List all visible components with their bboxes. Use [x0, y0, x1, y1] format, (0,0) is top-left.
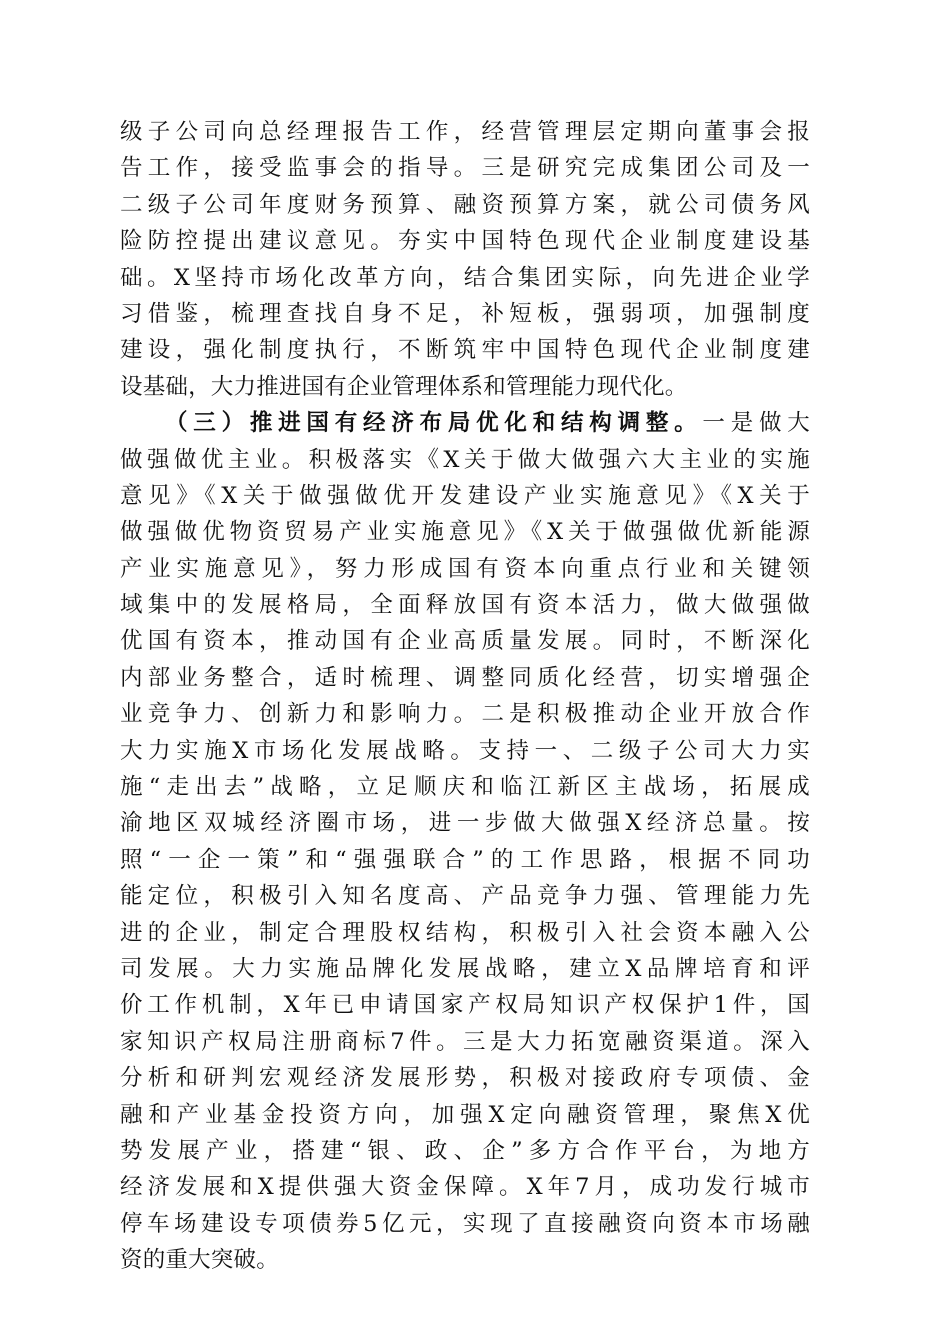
paragraph-line: 告工作，接受监事会的指导。三是研究完成集团公司及一	[120, 155, 810, 182]
document-body	[120, 114, 810, 1279]
paragraph-line: 域集中的发展格局，全面释放国有资本活力，做大做强做	[120, 592, 810, 619]
paragraph-line: 渝地区双城经济圈市场，进一步做大做强X经济总量。按	[120, 810, 810, 837]
paragraph-line: 习借鉴，梳理查找自身不足，补短板，强弱项，加强制度	[120, 300, 810, 327]
paragraph-line: 做强做优物资贸易产业实施意见》《X关于做强做优新能源	[120, 519, 810, 546]
paragraph-line: 大力实施X市场化发展战略。支持一、二级子公司大力实	[120, 737, 810, 764]
paragraph-line: 础。X坚持市场化改革方向，结合集团实际，向先进企业学	[120, 264, 810, 291]
paragraph-line: 二级子公司年度财务预算、融资预算方案，就公司债务风	[120, 191, 810, 218]
paragraph-line: 险防控提出建议意见。夯实中国特色现代企业制度建设基	[120, 228, 810, 255]
paragraph-line: 建设，强化制度执行，不断筑牢中国特色现代企业制度建	[120, 337, 810, 364]
paragraph-line: 势发展产业，搭建“银、政、企”多方合作平台，为地方	[120, 1137, 810, 1164]
paragraph-line: 意见》《X关于做强做优开发建设产业实施意见》《X关于	[120, 482, 810, 509]
paragraph-line: 做强做优主业。积极落实《X关于做大做强六大主业的实施	[120, 446, 810, 473]
paragraph-line: 经济发展和X提供强大资金保障。X年7月，成功发行城市	[120, 1174, 810, 1201]
paragraph-line: 停车场建设专项债券5亿元，实现了直接融资向资本市场融	[120, 1210, 810, 1237]
paragraph-line: 产业实施意见》，努力形成国有资本向重点行业和关键领	[120, 555, 810, 582]
paragraph-line: 照“一企一策”和“强强联合”的工作思路，根据不同功	[120, 846, 810, 873]
paragraph-line: 融和产业基金投资方向，加强X定向融资管理，聚焦X优	[120, 1101, 810, 1128]
paragraph-line-rest: 一是做大	[702, 410, 810, 437]
section-heading-line	[120, 405, 810, 441]
paragraph-line: 资的重大突破。	[120, 1247, 279, 1274]
paragraph-line: 设基础，大力推进国有企业管理体系和管理能力现代化。	[120, 373, 688, 400]
section-heading: （三）推进国有经济布局优化和结构调整。	[165, 410, 703, 437]
paragraph-line: 内部业务整合，适时梳理、调整同质化经营，切实增强企	[120, 664, 810, 691]
paragraph-line: 进的企业，制定合理股权结构，积极引入社会资本融入公	[120, 919, 810, 946]
paragraph-line: 施“走出去”战略，立足顺庆和临江新区主战场，拓展成	[120, 774, 810, 801]
paragraph-line: 价工作机制，X年已申请国家产权局知识产权保护1件，国	[120, 992, 810, 1019]
paragraph-line: 分析和研判宏观经济发展形势，积极对接政府专项债、金	[120, 1065, 810, 1092]
paragraph-line: 业竞争力、创新力和影响力。二是积极推动企业开放合作	[120, 701, 810, 728]
paragraph-line: 优国有资本，推动国有企业高质量发展。同时，不断深化	[120, 628, 810, 655]
paragraph-line: 司发展。大力实施品牌化发展战略，建立X品牌培育和评	[120, 955, 810, 982]
paragraph-line: 能定位，积极引入知名度高、产品竞争力强、管理能力先	[120, 883, 810, 910]
paragraph-line: 级子公司向总经理报告工作，经营管理层定期向董事会报	[120, 119, 810, 145]
paragraph-line: 家知识产权局注册商标7件。三是大力拓宽融资渠道。深入	[120, 1028, 810, 1055]
